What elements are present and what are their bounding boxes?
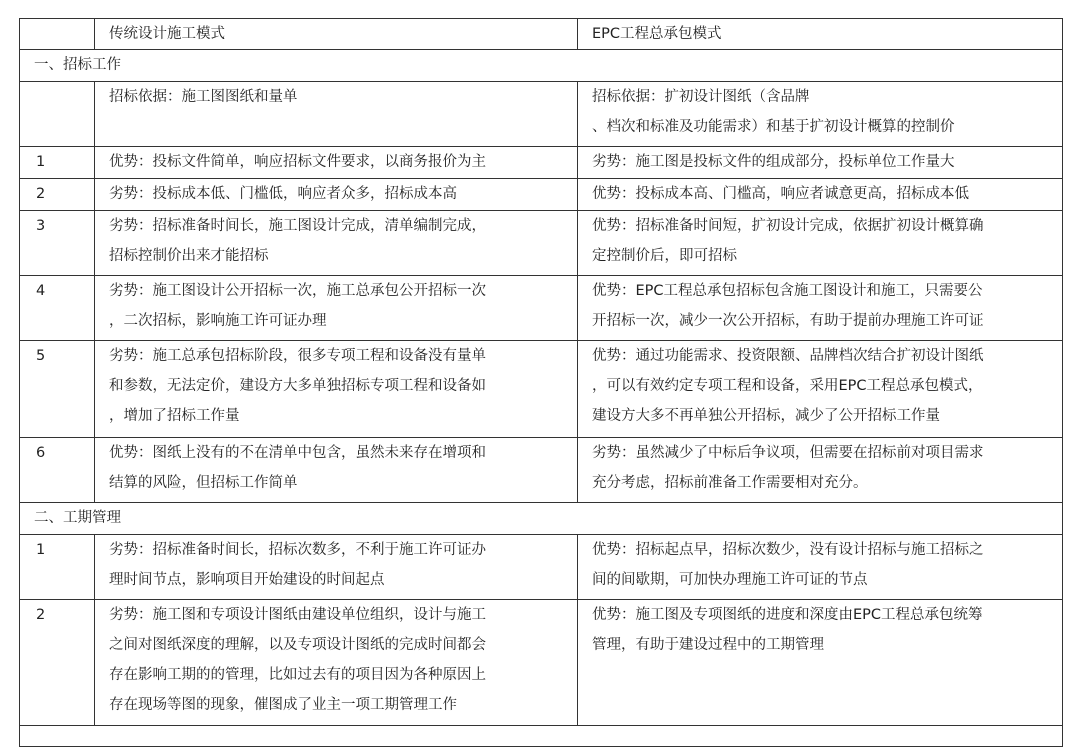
cell-line: 优势：施工图及专项图纸的进度和深度由EPC工程总承包统筹 (592, 607, 983, 623)
cell-line: 建设方大多不再单独公开招标，减少了公开招标工作量 (592, 408, 940, 424)
table-row-empty (20, 726, 1063, 747)
cell-line: 劣势：施工总承包招标阶段，很多专项工程和设备没有量单 (109, 348, 486, 364)
cell-line: 结算的风险，但招标工作简单 (109, 475, 298, 491)
cell-line: 优势：EPC工程总承包招标包含施工图设计和施工，只需要公 (592, 283, 983, 299)
header-blank-cell (20, 19, 95, 50)
table-row (20, 179, 1063, 211)
cell-line: ，可以有效约定专项工程和设备，采用EPC工程总承包模式， (592, 378, 983, 394)
section-row (20, 503, 1063, 535)
row-number: 3 (20, 211, 95, 276)
epc-cell (578, 179, 1063, 211)
epc-cell (578, 82, 1063, 147)
cell-line: 招标依据：扩初设计图纸（含品牌 (592, 89, 810, 105)
cell-line: 和参数，无法定价，建设方大多单独招标专项工程和设备如 (109, 378, 486, 394)
cell-line: 劣势：招标准备时间长，招标次数多，不利于施工许可证办 (109, 542, 486, 558)
section-title-bidding: 一、招标工作 (20, 50, 1063, 82)
row-number: 4 (20, 276, 95, 341)
epc-cell (578, 535, 1063, 600)
row-number: 1 (20, 147, 95, 179)
header-row (20, 19, 1063, 50)
cell-line: ，增加了招标工作量 (109, 408, 240, 424)
section-row (20, 50, 1063, 82)
cell-line: 招标依据：施工图图纸和量单 (109, 89, 298, 105)
traditional-cell (95, 211, 578, 276)
section-title-schedule: 二、工期管理 (20, 503, 1063, 535)
row-number (20, 82, 95, 147)
table-row (20, 147, 1063, 179)
epc-cell (578, 341, 1063, 438)
epc-cell (578, 600, 1063, 726)
row-number: 2 (20, 179, 95, 211)
traditional-cell (95, 179, 578, 211)
traditional-cell (95, 438, 578, 503)
cell-line: 存在影响工期的的管理，比如过去有的项目因为各种原因上 (109, 667, 486, 683)
cell-line: 招标控制价出来才能招标 (109, 248, 269, 264)
cell-line: 优势：投标文件简单，响应招标文件要求，以商务报价为主 (109, 154, 486, 170)
cell-line: 劣势：施工图和专项设计图纸由建设单位组织，设计与施工 (109, 607, 486, 623)
traditional-cell (95, 600, 578, 726)
epc-cell (578, 438, 1063, 503)
cell-line: 优势：图纸上没有的不在清单中包含，虽然未来存在增项和 (109, 445, 486, 461)
cell-line: 优势：招标起点早，招标次数少，没有设计招标与施工招标之 (592, 542, 984, 558)
cell-line: 充分考虑，招标前准备工作需要相对充分。 (592, 475, 868, 491)
cell-line: 劣势：施工图是投标文件的组成部分，投标单位工作量大 (592, 154, 955, 170)
table-row (20, 211, 1063, 276)
traditional-cell (95, 341, 578, 438)
cell-line: 开招标一次，减少一次公开招标，有助于提前办理施工许可证 (592, 313, 984, 329)
traditional-cell (95, 535, 578, 600)
cell-line: 管理，有助于建设过程中的工期管理 (592, 637, 824, 653)
cell-line: ，二次招标，影响施工许可证办理 (109, 313, 327, 329)
cell-line: 优势：招标准备时间短，扩初设计完成，依据扩初设计概算确 (592, 218, 984, 234)
table-row (20, 535, 1063, 600)
cell-line: 劣势：投标成本低、门槛低，响应者众多，招标成本高 (109, 186, 457, 202)
traditional-cell (95, 82, 578, 147)
row-number: 1 (20, 535, 95, 600)
cell-line: 存在现场等图的现象，催图成了业主一项工期管理工作 (109, 697, 457, 713)
row-number: 5 (20, 341, 95, 438)
cell-line: 理时间节点，影响项目开始建设的时间起点 (109, 572, 385, 588)
cell-line: 优势：投标成本高、门槛高，响应者诚意更高，招标成本低 (592, 186, 969, 202)
epc-cell (578, 147, 1063, 179)
table-row (20, 600, 1063, 726)
table-row (20, 276, 1063, 341)
header-traditional-mode: 传统设计施工模式 (95, 19, 578, 50)
cell-line: 劣势：招标准备时间长，施工图设计完成，清单编制完成， (109, 218, 486, 234)
cell-line: 劣势：施工图设计公开招标一次，施工总承包公开招标一次 (109, 283, 486, 299)
cell-line: 间的间歇期，可加快办理施工许可证的节点 (592, 572, 868, 588)
comparison-table (19, 18, 1063, 747)
empty-cell (20, 726, 1063, 747)
table-row (20, 341, 1063, 438)
traditional-cell (95, 147, 578, 179)
row-number: 6 (20, 438, 95, 503)
header-epc-mode: EPC工程总承包模式 (578, 19, 1063, 50)
epc-cell (578, 276, 1063, 341)
row-number: 2 (20, 600, 95, 726)
cell-line: 之间对图纸深度的理解，以及专项设计图纸的完成时间都会 (109, 637, 486, 653)
cell-line: 劣势：虽然减少了中标后争议项，但需要在招标前对项目需求 (592, 445, 984, 461)
cell-line: 优势：通过功能需求、投资限额、品牌档次结合扩初设计图纸 (592, 348, 984, 364)
cell-line: 、档次和标准及功能需求）和基于扩初设计概算的控制价 (592, 119, 955, 135)
traditional-cell (95, 276, 578, 341)
table-row (20, 82, 1063, 147)
table-row (20, 438, 1063, 503)
epc-cell (578, 211, 1063, 276)
cell-line: 定控制价后，即可招标 (592, 248, 737, 264)
